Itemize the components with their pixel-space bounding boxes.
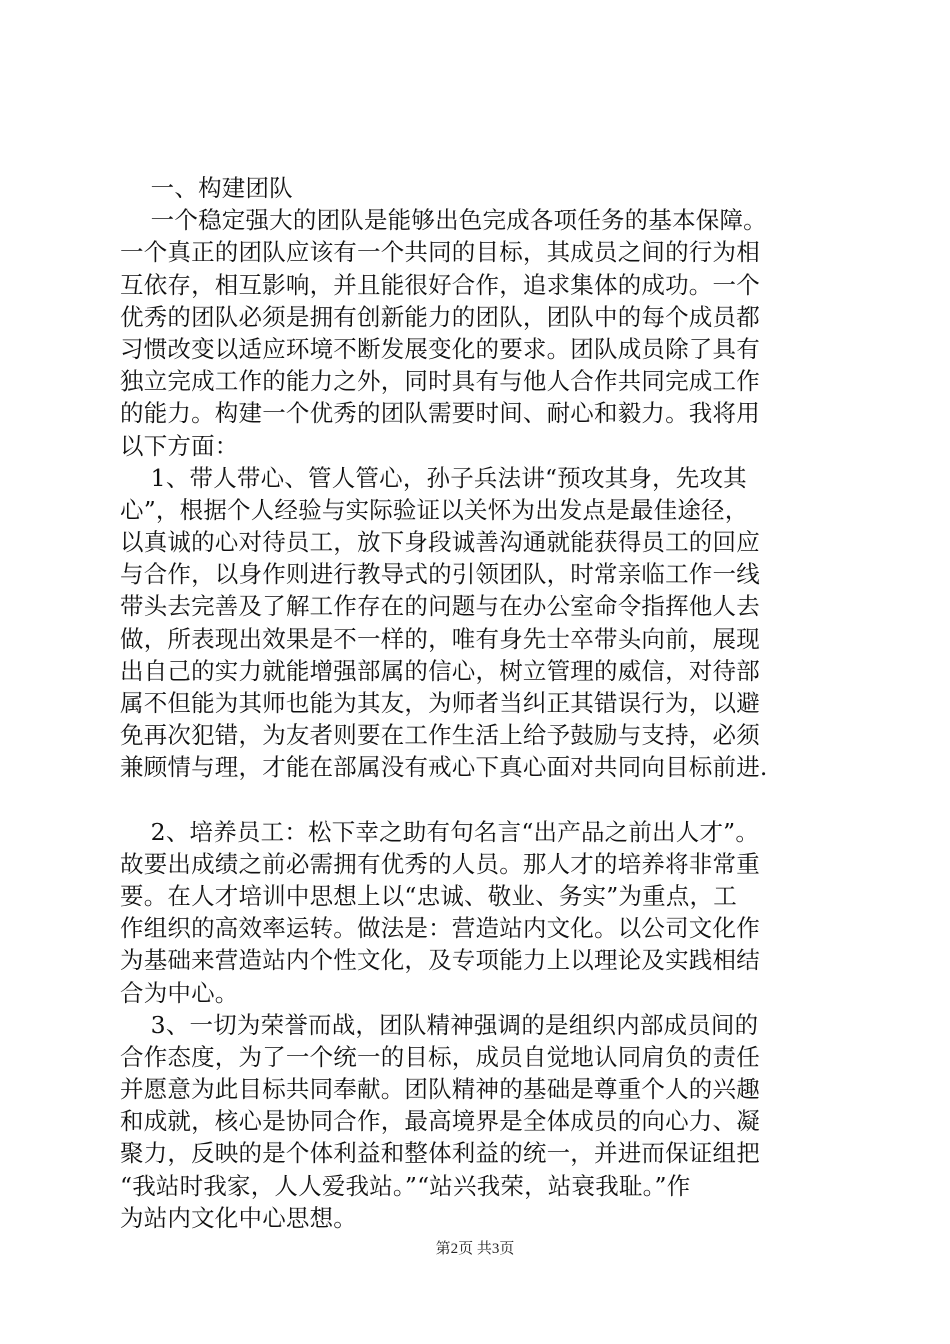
text-line: 合为中心。 [120,978,239,1007]
text-line: 一个稳定强大的团队是能够出色完成各项任务的基本保障。 [120,206,767,235]
text-line: 一、构建团队 [120,174,293,202]
text-line: “我站时我家，人人爱我站。”“站兴我荣，站衰我耻。”作 [120,1171,691,1200]
text-line: 与合作，以身作则进行教导式的引领团队，时常亲临工作一线 [120,560,760,589]
text-line: 出自己的实力就能增强部属的信心，树立管理的威信，对待部 [120,656,760,685]
text-line: 要。在人才培训中思想上以“忠诚、敬业、务实”为重点，工 [120,881,737,910]
document-body [120,172,835,1234]
text-line: 带头去完善及了解工作存在的问题与在办公室命令指挥他人去 [120,592,760,621]
text-line: 和成就，核心是协同合作，最高境界是全体成员的向心力、凝 [120,1107,760,1136]
text-line: 心”，根据个人经验与实际验证以关怀为出发点是最佳途径， [120,495,749,524]
text-line: 2、培养员工：松下幸之助有句名言“出产品之前出人才”。 [120,817,760,846]
text-line: 并愿意为此目标共同奉献。团队精神的基础是尊重个人的兴趣 [120,1075,760,1104]
text-line: 互依存，相互影响，并且能很好合作，追求集体的成功。一个 [120,270,760,299]
text-line: 为站内文化中心思想。 [120,1203,357,1232]
text-line: 兼顾情与理，才能在部属没有戒心下真心面对共同向目标前进. [120,753,768,782]
text-line: 独立完成工作的能力之外，同时具有与他人合作共同完成工作 [120,367,760,396]
text-line: 作组织的高效率运转。做法是：营造站内文化。以公司文化作 [120,914,760,943]
text-line: 属不但能为其师也能为其友，为师者当纠正其错误行为，以避 [120,689,760,717]
text-line: 故要出成绩之前必需拥有优秀的人员。那人才的培养将非常重 [120,849,760,878]
text-line: 1、带人带心、管人管心，孙子兵法讲“预攻其身，先攻其 [120,463,747,492]
text-line: 以真诚的心对待员工，放下身段诚善沟通就能获得员工的回应 [120,528,760,557]
text-line: 做，所表现出效果是不一样的，唯有身先士卒带头向前，展现 [120,624,760,653]
text-line: 的能力。构建一个优秀的团队需要时间、耐心和毅力。我将用 [120,399,760,428]
text-line: 3、一切为荣誉而战，团队精神强调的是组织内部成员间的 [120,1010,759,1039]
text-line: 一个真正的团队应该有一个共同的目标，其成员之间的行为相 [120,238,760,267]
text-line: 免再次犯错，为友者则要在工作生活上给予鼓励与支持，必须 [120,721,760,750]
text-line [120,784,835,816]
text-line: 聚力，反映的是个体利益和整体利益的统一，并进而保证组把 [120,1139,760,1168]
text-line: 以下方面： [120,431,239,460]
page-footer: 第2页 共3页 [435,1241,515,1257]
text-line: 合作态度，为了一个统一的目标，成员自觉地认同肩负的责任 [120,1042,760,1071]
text-line: 优秀的团队必须是拥有创新能力的团队，团队中的每个成员都 [120,302,760,331]
text-line: 习惯改变以适应环境不断发展变化的要求。团队成员除了具有 [120,334,760,363]
text-line: 为基础来营造站内个性文化，及专项能力上以理论及实践相结 [120,946,760,975]
